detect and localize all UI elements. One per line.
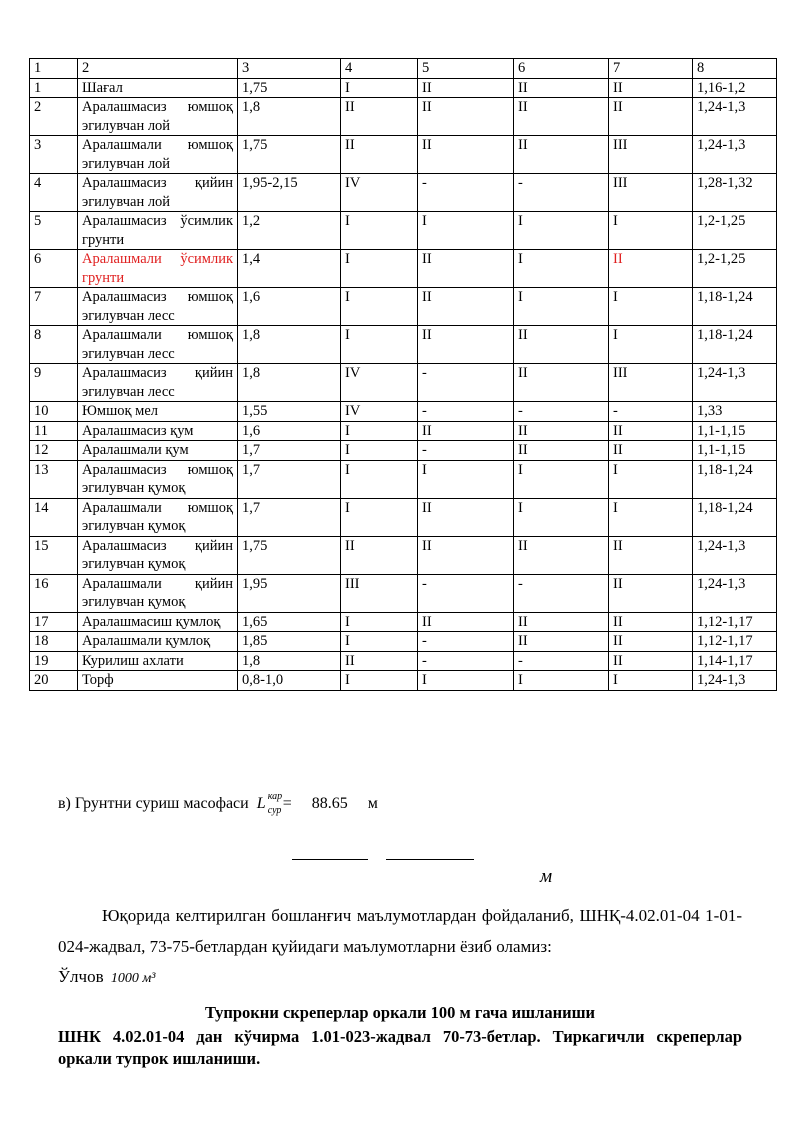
col4-cell: I <box>341 326 418 364</box>
distance-line <box>58 791 378 816</box>
header-cell: 4 <box>341 59 418 79</box>
table-row <box>30 421 777 441</box>
col4-cell: I <box>341 212 418 250</box>
col5-cell: II <box>418 612 514 632</box>
table-row <box>30 98 777 136</box>
table-row <box>30 364 777 402</box>
header-cell: 5 <box>418 59 514 79</box>
col7-cell: II <box>609 536 693 574</box>
col7-cell: - <box>609 402 693 422</box>
soil-name-cell: Аралашмасиз қийин эгилувчан лесс <box>78 364 238 402</box>
distance-label: в) Грунтни суриш масофаси <box>58 795 249 812</box>
col5-cell: II <box>418 136 514 174</box>
row-number-cell: 14 <box>30 498 78 536</box>
col4-cell: IV <box>341 364 418 402</box>
row-number-cell: 10 <box>30 402 78 422</box>
table-row <box>30 441 777 461</box>
col6-cell: II <box>514 632 609 652</box>
blank-line <box>386 859 474 860</box>
col6-cell: - <box>514 574 609 612</box>
table-row <box>30 671 777 691</box>
distance-unit: м <box>367 795 378 812</box>
blank-line <box>292 859 368 860</box>
density-cell: 1,2 <box>238 212 341 250</box>
soil-name-cell: Шағал <box>78 78 238 98</box>
soil-name-cell: Аралашмали қум <box>78 441 238 461</box>
col5-cell: - <box>418 651 514 671</box>
col7-cell: II <box>609 651 693 671</box>
col7-cell: II <box>609 250 693 288</box>
measure-label: Ўлчов <box>58 967 104 986</box>
col5-cell: I <box>418 460 514 498</box>
col5-cell: - <box>418 441 514 461</box>
density-cell: 1,8 <box>238 326 341 364</box>
row-number-cell: 6 <box>30 250 78 288</box>
distance-symbol-letter: L <box>256 795 266 812</box>
header-cell: 1 <box>30 59 78 79</box>
row-number-cell: 20 <box>30 671 78 691</box>
col4-cell: I <box>341 671 418 691</box>
coefficient-cell: 1,33 <box>693 402 777 422</box>
coefficient-cell: 1,12-1,17 <box>693 632 777 652</box>
row-number-cell: 3 <box>30 136 78 174</box>
coefficient-cell: 1,18-1,24 <box>693 460 777 498</box>
col6-cell: II <box>514 326 609 364</box>
col4-cell: III <box>341 574 418 612</box>
density-cell: 1,75 <box>238 78 341 98</box>
density-cell: 1,55 <box>238 402 341 422</box>
table-header-row <box>30 59 777 79</box>
table-row <box>30 78 777 98</box>
coefficient-cell: 1,24-1,3 <box>693 536 777 574</box>
density-cell: 1,75 <box>238 536 341 574</box>
col6-cell: I <box>514 212 609 250</box>
density-cell: 1,7 <box>238 460 341 498</box>
body-paragraph: Юқорида келтирилган бошланғич маълумотлардан фойдаланиб, ШНҚ-4.02.01-04 1-01-024-жадвал, 73-75-бетлардан қуйидаги маълумотларни ёзиб оламиз: <box>58 906 742 956</box>
row-number-cell: 2 <box>30 98 78 136</box>
distance-value: 88.65 <box>311 795 348 812</box>
table-row <box>30 574 777 612</box>
col7-cell: III <box>609 174 693 212</box>
table-row <box>30 250 777 288</box>
soil-name-cell: Юмшоқ мел <box>78 402 238 422</box>
col4-cell: II <box>341 136 418 174</box>
row-number-cell: 15 <box>30 536 78 574</box>
soil-name-cell: Аралашмасиз қийин эгилувчан қумоқ <box>78 536 238 574</box>
col4-cell: I <box>341 612 418 632</box>
col6-cell: II <box>514 78 609 98</box>
coefficient-cell: 1,24-1,3 <box>693 98 777 136</box>
soil-name-cell: Аралашмали ўсимлик грунти <box>78 250 238 288</box>
coefficient-cell: 1,2-1,25 <box>693 250 777 288</box>
density-cell: 1,6 <box>238 421 341 441</box>
col6-cell: I <box>514 498 609 536</box>
row-number-cell: 8 <box>30 326 78 364</box>
col7-cell: I <box>609 288 693 326</box>
col4-cell: II <box>341 98 418 136</box>
density-cell: 1,7 <box>238 498 341 536</box>
table-row <box>30 536 777 574</box>
coefficient-cell: 1,24-1,3 <box>693 364 777 402</box>
col5-cell: II <box>418 536 514 574</box>
soil-name-cell: Аралашмали юмшоқ эгилувчан қумоқ <box>78 498 238 536</box>
table-row <box>30 402 777 422</box>
distance-symbol-subscript: сур <box>267 805 282 816</box>
table-row <box>30 326 777 364</box>
distance-equals: = <box>282 795 292 812</box>
measure-value: 1000 м³ <box>110 971 156 986</box>
density-cell: 1,8 <box>238 364 341 402</box>
col7-cell: I <box>609 460 693 498</box>
col5-cell: - <box>418 174 514 212</box>
table-row <box>30 651 777 671</box>
coefficient-cell: 1,16-1,2 <box>693 78 777 98</box>
col4-cell: I <box>341 460 418 498</box>
soil-name-cell: Аралашмали қийин эгилувчан қумоқ <box>78 574 238 612</box>
table-row <box>30 498 777 536</box>
row-number-cell: 7 <box>30 288 78 326</box>
col6-cell: I <box>514 288 609 326</box>
row-number-cell: 19 <box>30 651 78 671</box>
col6-cell: II <box>514 136 609 174</box>
row-number-cell: 11 <box>30 421 78 441</box>
density-cell: 1,7 <box>238 441 341 461</box>
col4-cell: II <box>341 536 418 574</box>
col6-cell: - <box>514 651 609 671</box>
col4-cell: I <box>341 421 418 441</box>
measure-line <box>58 967 156 987</box>
col5-cell: II <box>418 250 514 288</box>
col4-cell: II <box>341 651 418 671</box>
col5-cell: I <box>418 671 514 691</box>
row-number-cell: 1 <box>30 78 78 98</box>
col5-cell: II <box>418 498 514 536</box>
coefficient-cell: 1,18-1,24 <box>693 326 777 364</box>
col6-cell: I <box>514 250 609 288</box>
soil-name-cell: Аралашмали юмшоқ эгилувчан лесс <box>78 326 238 364</box>
col5-cell: I <box>418 212 514 250</box>
soil-name-cell: Аралашмасиз юмшоқ эгилувчан қумоқ <box>78 460 238 498</box>
soil-name-cell: Аралашмасиш қумлоқ <box>78 612 238 632</box>
coefficient-cell: 1,28-1,32 <box>693 174 777 212</box>
soil-name-cell: Аралашмасиз қийин эгилувчан лой <box>78 174 238 212</box>
coefficient-cell: 1,14-1,17 <box>693 651 777 671</box>
col7-cell: II <box>609 574 693 612</box>
col5-cell: II <box>418 326 514 364</box>
row-number-cell: 4 <box>30 174 78 212</box>
coefficient-cell: 1,18-1,24 <box>693 288 777 326</box>
table-row <box>30 288 777 326</box>
col6-cell: II <box>514 421 609 441</box>
coefficient-cell: 1,18-1,24 <box>693 498 777 536</box>
density-cell: 1,85 <box>238 632 341 652</box>
row-number-cell: 12 <box>30 441 78 461</box>
col4-cell: I <box>341 632 418 652</box>
col4-cell: IV <box>341 174 418 212</box>
row-number-cell: 16 <box>30 574 78 612</box>
soil-name-cell: Аралашмасиз ўсимлик грунти <box>78 212 238 250</box>
col7-cell: I <box>609 671 693 691</box>
col4-cell: I <box>341 498 418 536</box>
density-cell: 1,95 <box>238 574 341 612</box>
col6-cell: - <box>514 174 609 212</box>
unit-m-italic: м <box>540 866 553 887</box>
coefficient-cell: 1,1-1,15 <box>693 441 777 461</box>
coefficient-cell: 1,12-1,17 <box>693 612 777 632</box>
col6-cell: II <box>514 98 609 136</box>
soil-table <box>29 58 777 691</box>
table-body <box>30 78 777 690</box>
density-cell: 1,4 <box>238 250 341 288</box>
col7-cell: III <box>609 364 693 402</box>
header-cell: 2 <box>78 59 238 79</box>
row-number-cell: 18 <box>30 632 78 652</box>
header-cell: 8 <box>693 59 777 79</box>
col7-cell: I <box>609 498 693 536</box>
table-row <box>30 174 777 212</box>
col6-cell: I <box>514 460 609 498</box>
coefficient-cell: 1,2-1,25 <box>693 212 777 250</box>
section-subheading: ШНК 4.02.01-04 дан кўчирма 1.01-023-жадвал 70-73-бетлар. Тиркагичли скреперлар оркали тупрок ишланиши. <box>58 1027 742 1068</box>
table-row <box>30 632 777 652</box>
distance-symbol-superscript: кар <box>267 791 283 802</box>
col4-cell: I <box>341 441 418 461</box>
col7-cell: II <box>609 612 693 632</box>
row-number-cell: 9 <box>30 364 78 402</box>
density-cell: 1,8 <box>238 98 341 136</box>
density-cell: 0,8-1,0 <box>238 671 341 691</box>
coefficient-cell: 1,24-1,3 <box>693 136 777 174</box>
soil-name-cell: Аралашмасиз юмшоқ эгилувчан лесс <box>78 288 238 326</box>
header-cell: 7 <box>609 59 693 79</box>
density-cell: 1,8 <box>238 651 341 671</box>
row-number-cell: 5 <box>30 212 78 250</box>
density-cell: 1,6 <box>238 288 341 326</box>
col6-cell: II <box>514 536 609 574</box>
header-cell: 3 <box>238 59 341 79</box>
row-number-cell: 17 <box>30 612 78 632</box>
col6-cell: II <box>514 441 609 461</box>
row-number-cell: 13 <box>30 460 78 498</box>
col4-cell: IV <box>341 402 418 422</box>
table-row <box>30 612 777 632</box>
col5-cell: - <box>418 574 514 612</box>
soil-name-cell: Торф <box>78 671 238 691</box>
col5-cell: - <box>418 632 514 652</box>
table-row <box>30 136 777 174</box>
density-cell: 1,95-2,15 <box>238 174 341 212</box>
section-heading: Тупрокни скреперлар оркали 100 м гача ишланиши <box>204 1003 596 1022</box>
col5-cell: II <box>418 78 514 98</box>
density-cell: 1,65 <box>238 612 341 632</box>
header-cell: 6 <box>514 59 609 79</box>
col4-cell: I <box>341 288 418 326</box>
distance-symbol <box>256 791 283 816</box>
col5-cell: - <box>418 402 514 422</box>
col6-cell: I <box>514 671 609 691</box>
coefficient-cell: 1,1-1,15 <box>693 421 777 441</box>
col7-cell: II <box>609 98 693 136</box>
col5-cell: II <box>418 288 514 326</box>
col4-cell: I <box>341 78 418 98</box>
col6-cell: II <box>514 364 609 402</box>
soil-name-cell: Курилиш ахлати <box>78 651 238 671</box>
col7-cell: I <box>609 326 693 364</box>
col7-cell: II <box>609 421 693 441</box>
col7-cell: III <box>609 136 693 174</box>
col7-cell: II <box>609 441 693 461</box>
soil-name-cell: Аралашмасиз юмшоқ эгилувчан лой <box>78 98 238 136</box>
col7-cell: I <box>609 212 693 250</box>
col7-cell: II <box>609 78 693 98</box>
table-row <box>30 212 777 250</box>
coefficient-cell: 1,24-1,3 <box>693 574 777 612</box>
col6-cell: II <box>514 612 609 632</box>
soil-name-cell: Аралашмасиз қум <box>78 421 238 441</box>
col5-cell: - <box>418 364 514 402</box>
col4-cell: I <box>341 250 418 288</box>
col5-cell: II <box>418 98 514 136</box>
col6-cell: - <box>514 402 609 422</box>
soil-name-cell: Аралашмали қумлоқ <box>78 632 238 652</box>
soil-name-cell: Аралашмали юмшоқ эгилувчан лой <box>78 136 238 174</box>
density-cell: 1,75 <box>238 136 341 174</box>
table-row <box>30 460 777 498</box>
col5-cell: II <box>418 421 514 441</box>
col7-cell: II <box>609 632 693 652</box>
coefficient-cell: 1,24-1,3 <box>693 671 777 691</box>
